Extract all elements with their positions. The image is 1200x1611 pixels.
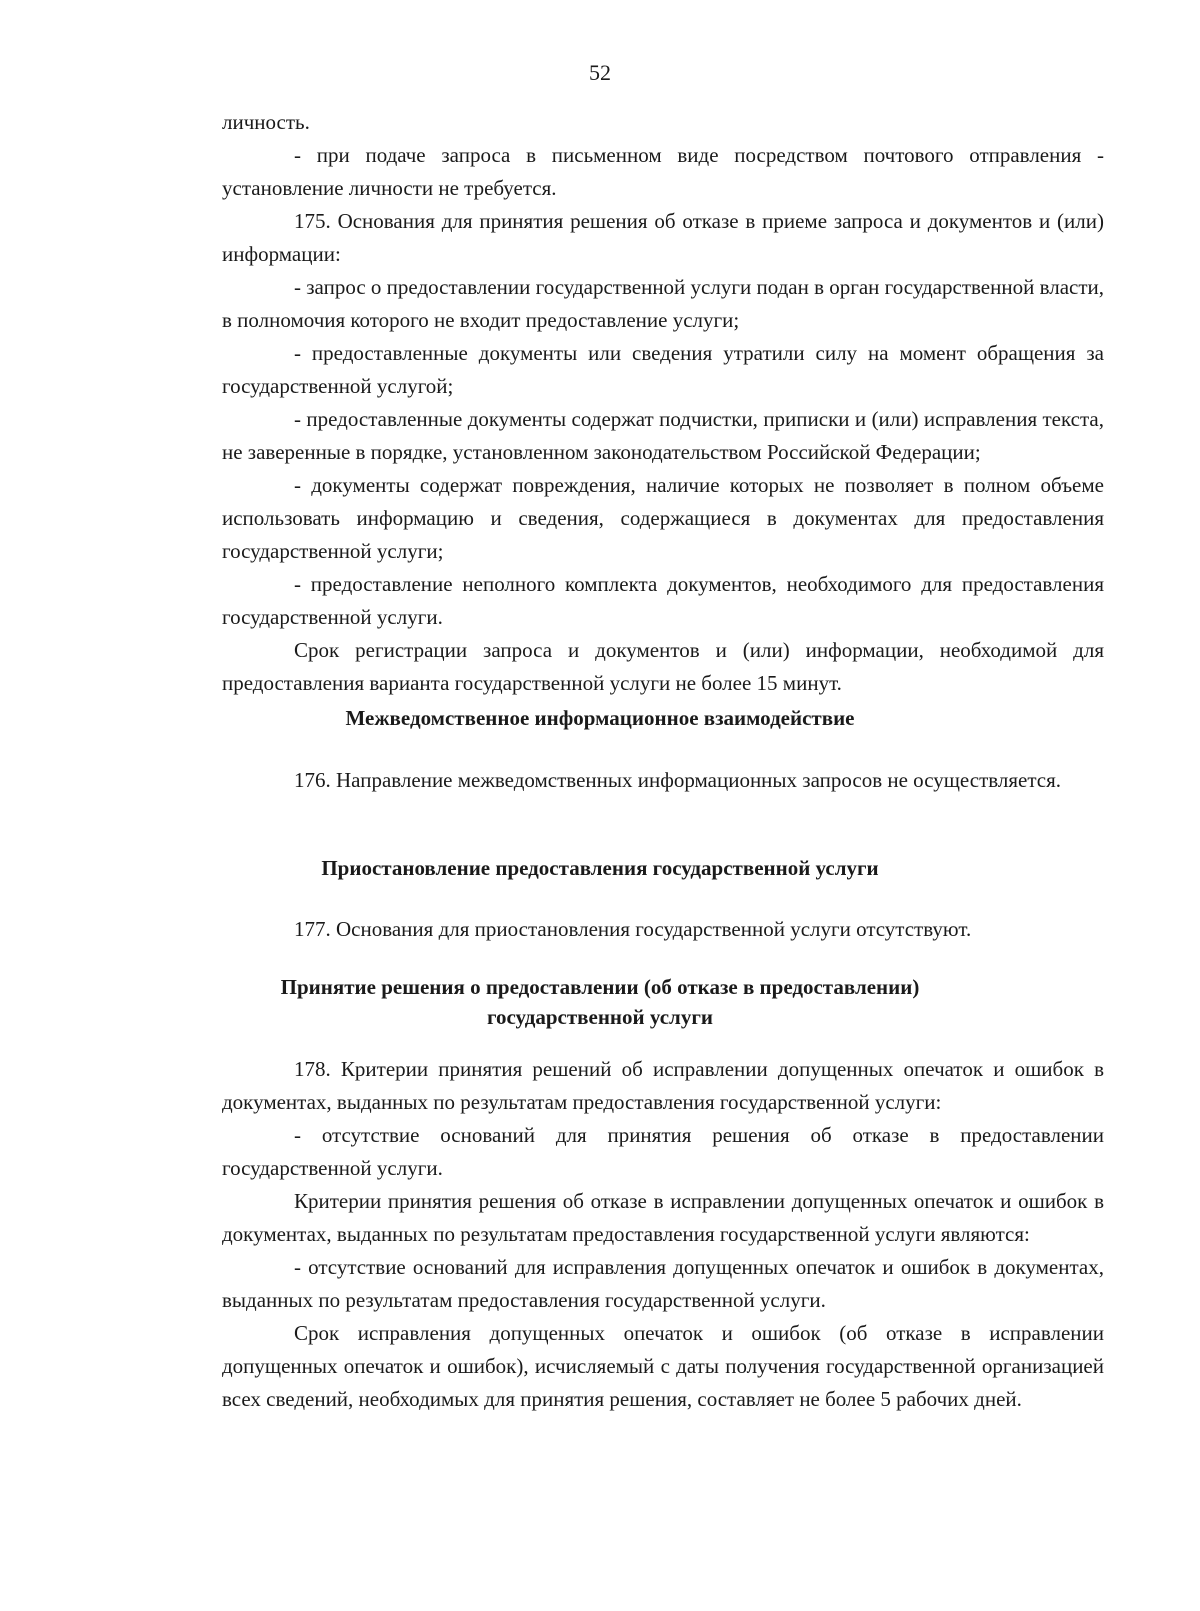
heading-decision-line2: государственной услуги — [487, 1005, 713, 1029]
paragraph-no-grounds: - отсутствие оснований для принятия решения об отказе в предоставлении государственной услуги. — [222, 1123, 1104, 1180]
paragraph-incomplete-set: - предоставление неполного комплекта документов, необходимого для предоставления государственной услуги. — [222, 572, 1104, 629]
paragraph-refusal-criteria: Критерии принятия решения об отказе в исправлении допущенных опечаток и ошибок в документах, выданных по результатам предоставления государственной услуги являются: — [222, 1189, 1104, 1246]
heading-interagency — [0, 703, 1200, 733]
paragraph-no-correction-grounds: - отсутствие оснований для исправления допущенных опечаток и ошибок в документах, выданных по результатам предоставления государственной услуги. — [222, 1255, 1104, 1312]
paragraph-mail-request: - при подаче запроса в письменном виде посредством почтового отправления - установление личности не требуется. — [222, 143, 1104, 200]
paragraph-expired-documents: - предоставленные документы или сведения утратили силу на момент обращения за государственной услугой; — [222, 341, 1104, 398]
paragraph-175: 175. Основания для принятия решения об отказе в приеме запроса и документов и (или) информации: — [222, 209, 1104, 266]
page-number: 52 — [589, 60, 611, 85]
text-block-bottom — [222, 1053, 1104, 1416]
paragraph-176: 176. Направление межведомственных информационных запросов не осуществляется. — [294, 768, 1062, 792]
heading-interagency-text: Межведомственное информационное взаимодействие — [345, 706, 855, 730]
paragraph-178: 178. Критерии принятия решений об исправлении допущенных опечаток и ошибок в документах, выданных по результатам предоставления государственной услуги: — [222, 1057, 1104, 1114]
paragraph-correction-term: Срок исправления допущенных опечаток и ошибок (об отказе в исправлении допущенных опечаток и ошибок), исчисляемый с даты получения государственной организацией всех сведений, необходимых для принятия решения, составляет не более 5 рабочих дней. — [222, 1321, 1104, 1411]
paragraph-177: 177. Основания для приостановления государственной услуги отсутствуют. — [294, 917, 972, 941]
text-block-top — [222, 106, 1104, 700]
paragraph-wrong-authority: - запрос о предоставлении государственной услуги подан в орган государственной власти, в полномочия которого не входит предоставление услуги; — [222, 275, 1105, 332]
paragraph-identity: личность. — [222, 110, 310, 134]
heading-decision — [0, 972, 1200, 1032]
text-block-176 — [222, 764, 1104, 797]
paragraph-registration-term: Срок регистрации запроса и документов и (или) информации, необходимой для предоставления варианта государственной услуги не более 15 минут. — [222, 638, 1104, 695]
heading-suspension-text: Приостановление предоставления государственной услуги — [321, 856, 879, 880]
paragraph-corrections: - предоставленные документы содержат подчистки, приписки и (или) исправления текста, не заверенные в порядке, установленном законодательством Российской Федерации; — [222, 407, 1104, 464]
heading-suspension — [0, 853, 1200, 883]
text-block-177 — [222, 913, 1104, 946]
paragraph-damaged-documents: - документы содержат повреждения, наличие которых не позволяет в полном объеме использовать информацию и сведения, содержащиеся в документах для предоставления государственной услуги; — [222, 473, 1104, 563]
heading-decision-line1: Принятие решения о предоставлении (об отказе в предоставлении) — [280, 975, 920, 999]
